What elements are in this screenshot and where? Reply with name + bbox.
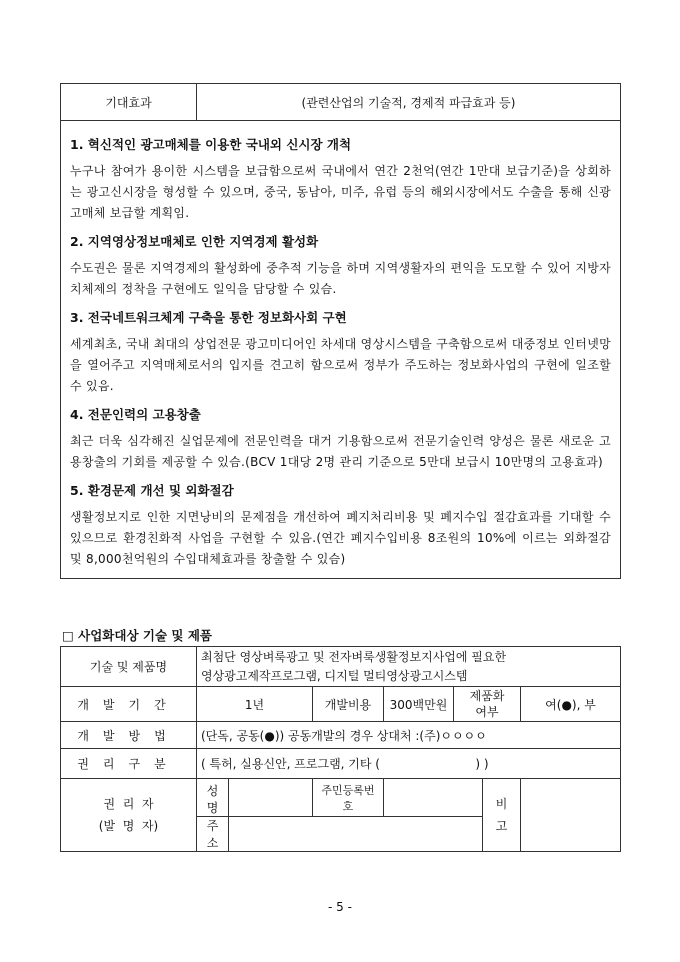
product-section-title: □ 사업화대상 기술 및 제품: [62, 628, 212, 643]
holder-label-line: 권 리 자: [103, 797, 154, 811]
product-table: [60, 646, 621, 852]
section-text: 세계최초, 국내 최대의 상업전문 광고미디어인 차세대 영상시스템을 구축함으로써 대중정보 인터넷망을 열어주고 지역매체로서의 입지를 견고히 함으로써 정부가 주도하는 정보화사업의 구현에 일조할 수 있음.: [70, 337, 611, 393]
section-heading: 4. 전문인력의 고용창출: [70, 407, 201, 422]
remarks-label-line: 비: [495, 797, 508, 811]
holder-address-field[interactable]: [229, 817, 483, 852]
rights-value: ( 특허, 실용신안, 프로그램, 기타 ( ) ): [197, 749, 621, 779]
cost-label: 개발비용: [313, 687, 384, 722]
holder-name-field[interactable]: [229, 779, 313, 817]
holder-id-field[interactable]: [384, 779, 483, 817]
product-name-line: 최첨단 영상벼룩광고 및 전자벼룩생활정보지사업에 필요한: [201, 649, 507, 664]
effects-label: 기대효과: [61, 84, 197, 121]
method-value: (단독, 공동(●)) 공동개발의 경우 상대처 :(주)ㅇㅇㅇㅇ: [197, 722, 621, 749]
commercial-value: 여(●), 부: [521, 687, 621, 722]
section-heading: 1. 혁신적인 광고매체를 이용한 국내외 신시장 개척: [70, 137, 352, 152]
period-value: 1년: [197, 687, 313, 722]
effect-section: [70, 135, 611, 224]
product-name-value: [197, 647, 621, 687]
effect-section: [70, 481, 611, 570]
remarks-label-line: 고: [495, 819, 508, 833]
effects-body: [61, 121, 621, 579]
cost-value: 300백만원: [384, 687, 454, 722]
section-text: 수도권은 물론 지역경제의 활성화에 중추적 기능을 하며 지역생활자의 편익을 도모할 수 있어 지방자치체제의 정착을 구현에도 일익을 담당할 수 있슴.: [70, 261, 611, 296]
commercial-label: [454, 687, 521, 722]
section-heading: 2. 지역영상정보매체로 인한 지역경제 활성화: [70, 234, 319, 249]
section-heading: 5. 환경문제 개선 및 외화절감: [70, 483, 234, 498]
holder-label-line: (발 명 자): [98, 819, 159, 833]
effect-section: [70, 232, 611, 300]
section-text: 누구나 참여가 용이한 시스템을 보급함으로써 국내에서 연간 2천억(연간 1만대 보급기준)을 상회하는 광고신시장을 형성할 수 있으며, 중국, 동남아, 미주, 유럽 등의 해외시장에서도 수출을 통해 신광고매체 보급할 계획임.: [70, 164, 611, 220]
commercial-label-line: 여부: [475, 705, 499, 719]
holder-label: [61, 779, 197, 852]
commercial-label-line: 제품화: [469, 689, 505, 703]
product-name-line: 영상광고제작프로그램, 디지털 멀티영상광고시스템: [201, 668, 468, 683]
section-text: 생활정보지로 인한 지면낭비의 문제점을 개선하여 폐지처리비용 및 폐지수입 절감효과를 기대할 수 있으므로 환경친화적 사업을 구현할 수 있음.(연간 폐지수입비용 8조원의 10%에 이르는 외화절감 및 8,000천억원의 수입대체효과를 창출할 수 있슴): [70, 510, 611, 566]
holder-name-label: 성명: [197, 779, 229, 817]
page-number: - 5 -: [328, 900, 352, 914]
section-text: 최근 더욱 심각해진 실업문제에 전문인력을 대거 기용함으로써 전문기술인력 양성은 물론 새로운 고용창출의 기회를 제공할 수 있슴.(BCV 1대당 2명 관리 기준으로 5만대 보급시 10만명의 고용효과): [70, 434, 611, 469]
product-name-label: 기술 및 제품명: [61, 647, 197, 687]
effect-section: [70, 308, 611, 397]
effects-subtitle: (관련산업의 기술적, 경제적 파급효과 등): [197, 84, 621, 121]
rights-label: 권리구분: [61, 749, 197, 779]
method-label: 개발방법: [61, 722, 197, 749]
holder-address-label: 주소: [197, 817, 229, 852]
period-label: 개발기간: [61, 687, 197, 722]
remarks-label: [483, 779, 521, 852]
remarks-field[interactable]: [521, 779, 621, 852]
effect-section: [70, 405, 611, 473]
expected-effects-table: [60, 83, 621, 579]
section-heading: 3. 전국네트워크체계 구축을 통한 정보화사회 구현: [70, 310, 347, 325]
holder-id-label: 주민등록번호: [313, 779, 384, 817]
